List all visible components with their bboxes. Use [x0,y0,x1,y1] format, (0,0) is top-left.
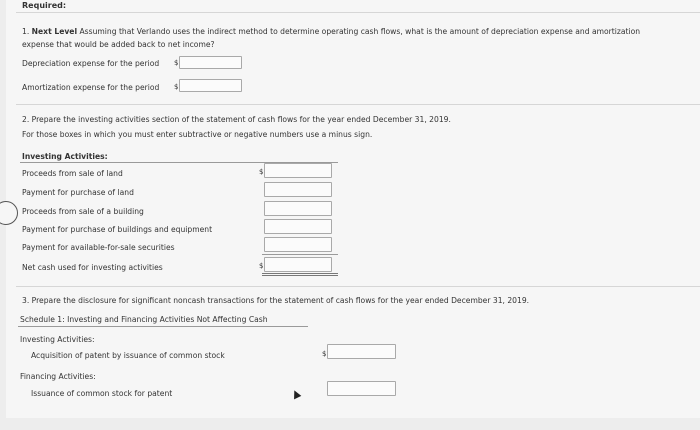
proceeds-sale-land-input[interactable] [264,163,332,178]
acquisition-patent-currency: $ [322,350,327,358]
left-scroll-indicator[interactable] [0,201,18,225]
proceeds-sale-building-label: Proceeds from sale of a building [22,207,144,216]
q1-text-line1 [22,27,640,36]
amortization-label: Amortization expense for the period [22,83,160,92]
q1-divider [16,104,700,105]
schedule-title-rule [18,326,308,327]
investing-activities-heading: Investing Activities: [22,152,108,161]
payment-purchase-land-label: Payment for purchase of land [22,188,134,197]
schedule-investing-heading: Investing Activities: [20,335,95,344]
payment-buildings-equipment-input[interactable] [264,219,332,234]
issuance-common-stock-input[interactable] [327,381,396,396]
q1-bold-label: Next Level [31,27,78,36]
q1-question: Assuming that Verlando uses the indirect method to determine operating cash flows, what is the amount of depreciation expense and amortization [79,27,641,36]
schedule-title: Schedule 1: Investing and Financing Activities Not Affecting Cash [20,315,268,324]
payment-afs-securities-label: Payment for available-for-sale securities [22,243,175,252]
issuance-common-stock-label: Issuance of common stock for patent [31,389,173,398]
q2-divider [16,286,700,287]
mouse-cursor-icon [291,389,302,400]
q1-text-line2: expense that would be added back to net income? [22,40,215,49]
q2-text-line1: 2. Prepare the investing activities section of the statement of cash flows for the year ended December 31, 2019. [22,115,451,124]
payment-buildings-equipment-label: Payment for purchase of buildings and equipment [22,225,213,234]
net-cash-investing-currency: $ [259,262,264,270]
q2-text-line2: For those boxes in which you must enter subtractive or negative numbers use a minus sign. [22,130,373,139]
depreciation-currency: $ [174,59,179,67]
acquisition-patent-label: Acquisition of patent by issuance of common stock [31,351,225,360]
proceeds-sale-land-currency: $ [259,168,264,176]
net-cash-investing-input[interactable] [264,257,332,272]
subtotal-rule [262,254,338,255]
proceeds-sale-building-input[interactable] [264,201,332,216]
proceeds-sale-land-label: Proceeds from sale of land [22,169,123,178]
problem-page [6,0,700,418]
schedule-financing-heading: Financing Activities: [20,372,96,381]
depreciation-label: Depreciation expense for the period [22,59,160,68]
required-heading: Required: [22,1,67,10]
depreciation-input[interactable] [179,56,242,69]
header-divider [16,12,700,13]
amortization-currency: $ [174,83,179,91]
q3-text-line1: 3. Prepare the disclosure for significant noncash transactions for the statement of cash flows for the year ended December 31, 2019. [22,296,530,305]
net-cash-investing-label: Net cash used for investing activities [22,263,163,272]
payment-afs-securities-input[interactable] [264,237,332,252]
total-double-rule [262,273,338,276]
q1-number: 1. [22,27,30,36]
amortization-input[interactable] [179,79,242,92]
acquisition-patent-input[interactable] [327,344,396,359]
payment-purchase-land-input[interactable] [264,182,332,197]
